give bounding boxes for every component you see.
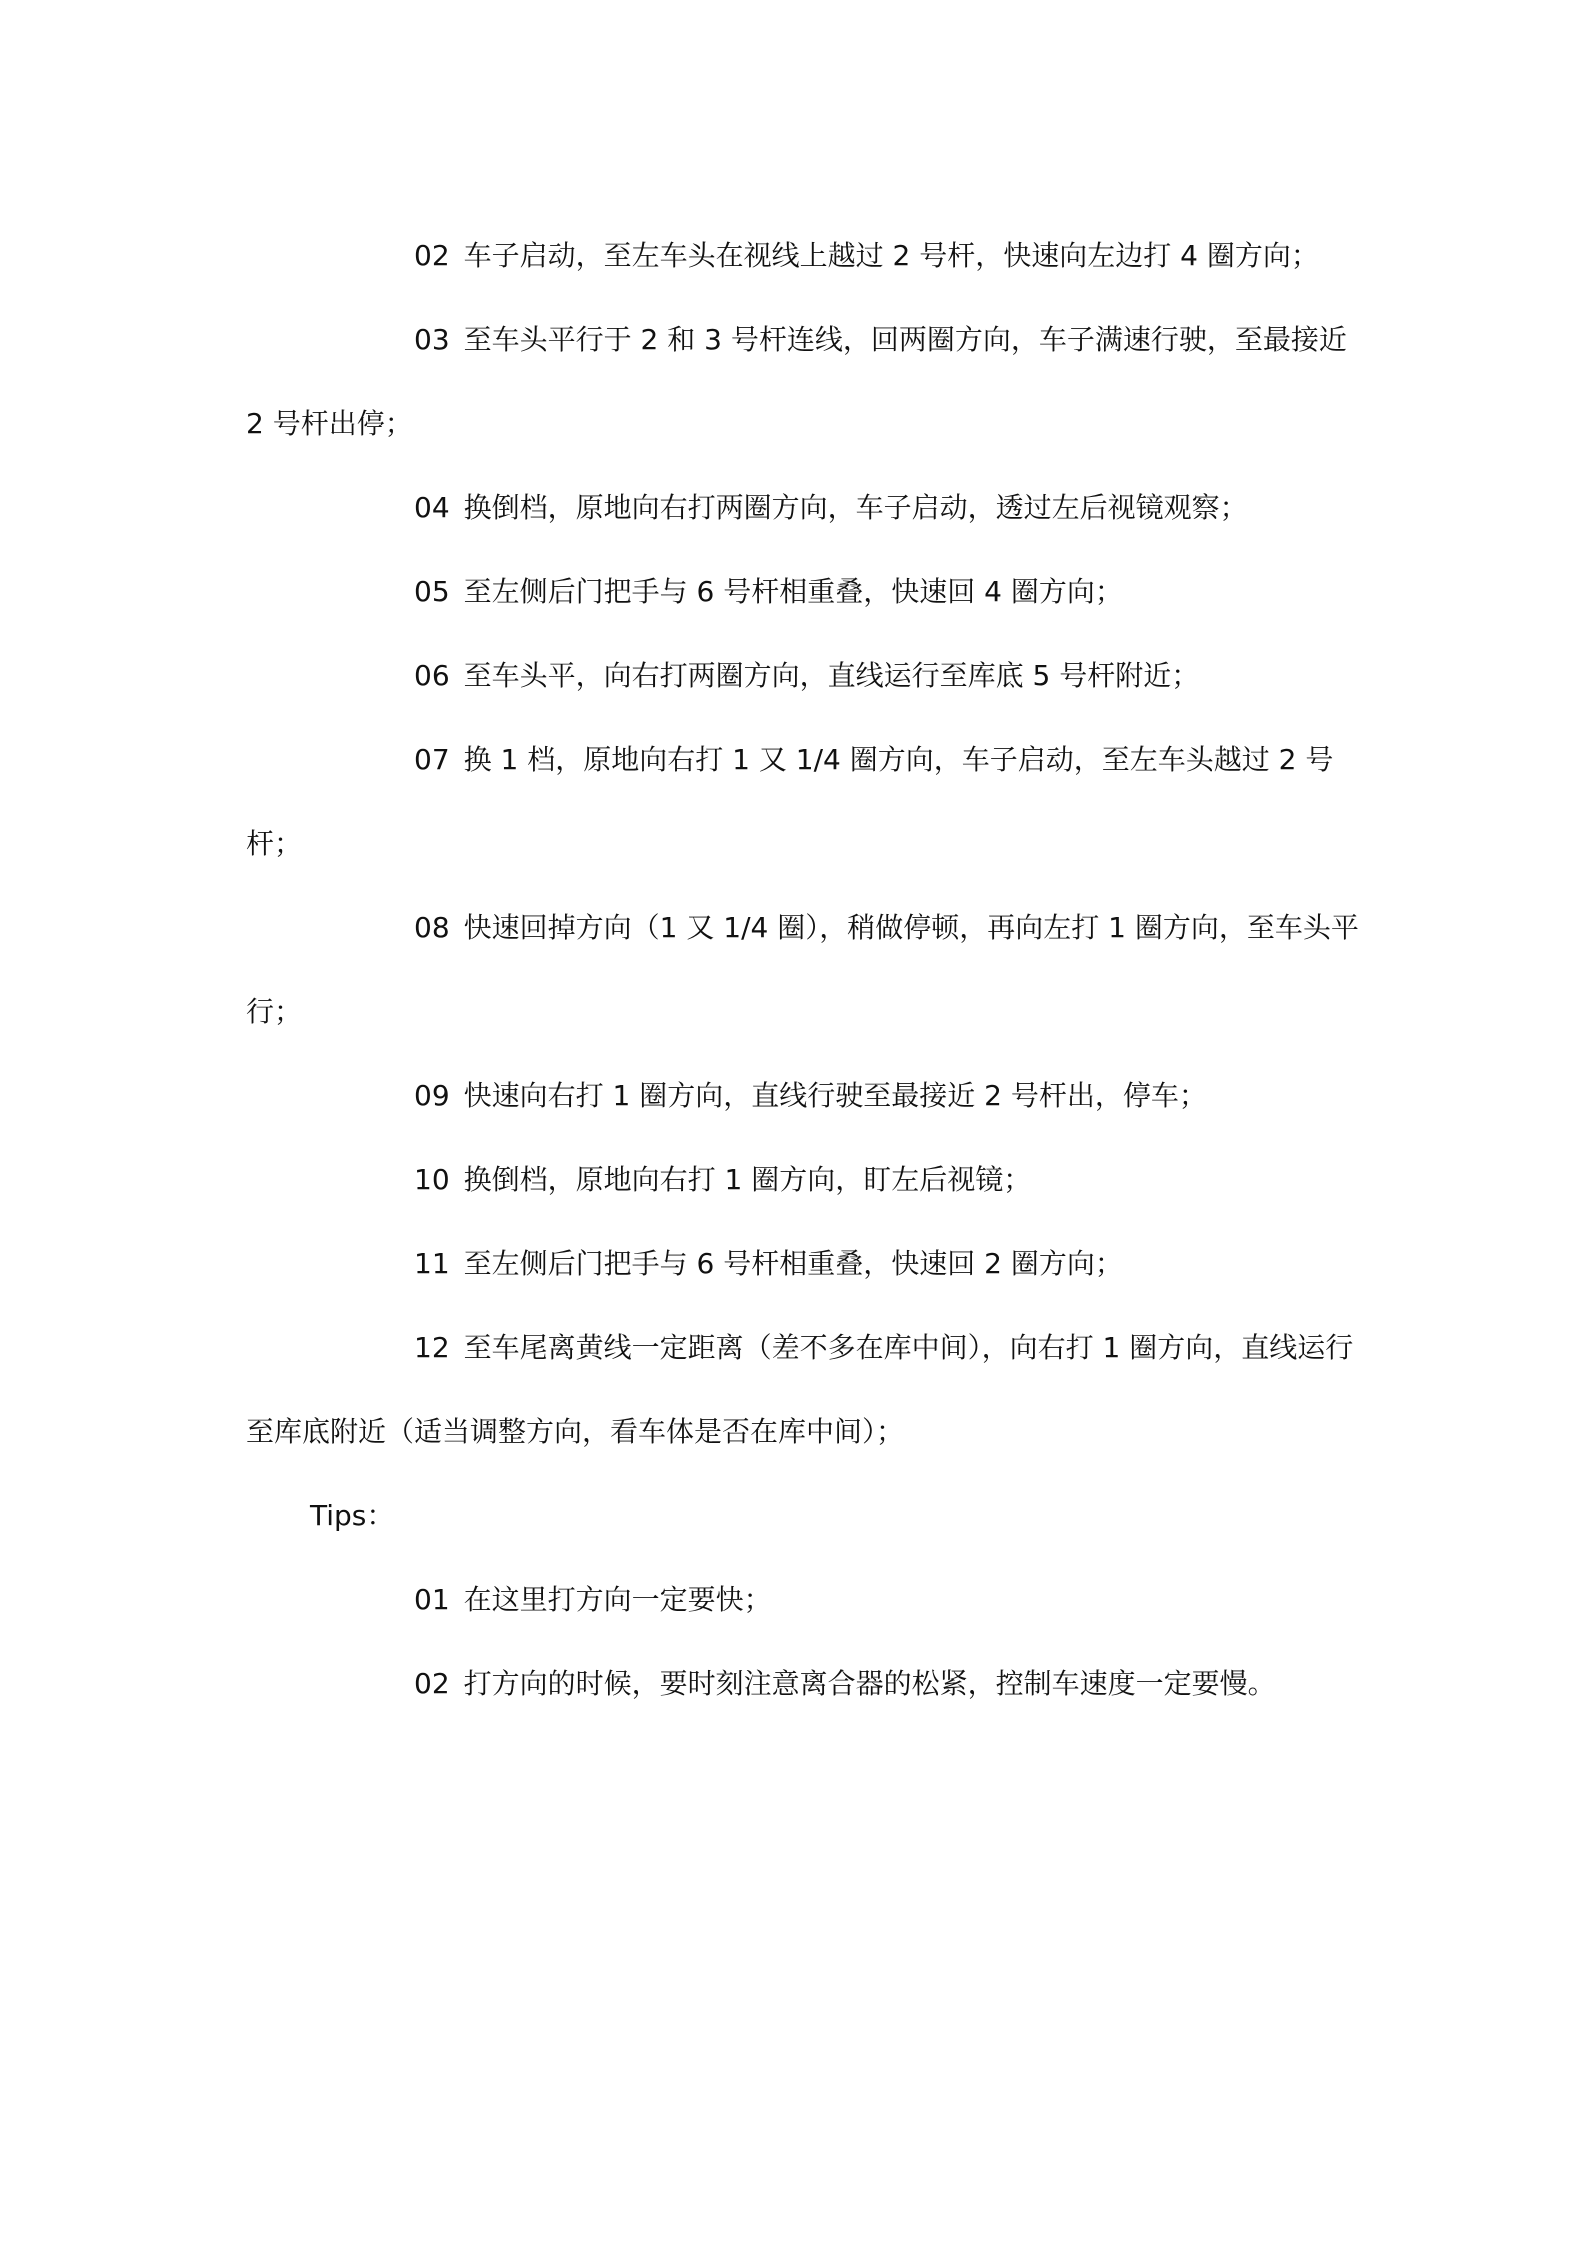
- step-02: [246, 214, 1361, 298]
- step-text: 至左侧后门把手与 6 号杆相重叠，快速回 2 圈方向；: [463, 1247, 1123, 1280]
- step-10: [246, 1138, 1361, 1222]
- tip-01: [246, 1558, 1361, 1642]
- step-number: 03: [414, 323, 450, 356]
- step-number: 09: [414, 1079, 450, 1112]
- step-09: [246, 1054, 1361, 1138]
- step-text: 至车头平行于 2 和 3 号杆连线，回两圈方向，车子满速行驶，至最接近 2 号杆出停；: [246, 323, 1347, 440]
- step-number: 07: [414, 743, 450, 776]
- tip-text: 打方向的时候，要时刻注意离合器的松紧，控制车速度一定要慢。: [463, 1667, 1276, 1700]
- step-number: 08: [414, 911, 450, 944]
- step-number: 12: [414, 1331, 450, 1364]
- step-05: [246, 550, 1361, 634]
- step-04: [246, 466, 1361, 550]
- tip-02: [246, 1642, 1361, 1726]
- tip-number: 01: [414, 1583, 450, 1616]
- step-number: 05: [414, 575, 450, 608]
- step-text: 至车头平，向右打两圈方向，直线运行至库底 5 号杆附近；: [463, 659, 1200, 692]
- tip-number: 02: [414, 1667, 450, 1700]
- step-07: [246, 718, 1361, 886]
- step-text: 换 1 档，原地向右打 1 又 1/4 圈方向，车子启动，至左车头越过 2 号杆；: [246, 743, 1334, 860]
- step-number: 11: [414, 1247, 450, 1280]
- step-08: [246, 886, 1361, 1054]
- step-text: 车子启动，至左车头在视线上越过 2 号杆，快速向左边打 4 圈方向；: [463, 239, 1319, 272]
- step-number: 10: [414, 1163, 450, 1196]
- step-text: 快速向右打 1 圈方向，直线行驶至最接近 2 号杆出，停车；: [463, 1079, 1207, 1112]
- step-number: 06: [414, 659, 450, 692]
- step-text: 换倒档，原地向右打 1 圈方向，盯左后视镜；: [463, 1163, 1032, 1196]
- step-06: [246, 634, 1361, 718]
- step-12: [246, 1306, 1361, 1474]
- step-text: 换倒档，原地向右打两圈方向，车子启动，透过左后视镜观察；: [463, 491, 1248, 524]
- step-text: 快速回掉方向（1 又 1/4 圈），稍做停顿，再向左打 1 圈方向，至车头平行；: [246, 911, 1359, 1028]
- step-text: 至车尾离黄线一定距离（差不多在库中间），向右打 1 圈方向，直线运行至库底附近（适当调整方向，看车体是否在库中间）；: [246, 1331, 1354, 1448]
- document-body: [246, 214, 1361, 1726]
- step-03: [246, 298, 1361, 466]
- step-text: 至左侧后门把手与 6 号杆相重叠，快速回 4 圈方向；: [463, 575, 1123, 608]
- tip-text: 在这里打方向一定要快；: [463, 1583, 772, 1616]
- step-number: 04: [414, 491, 450, 524]
- step-11: [246, 1222, 1361, 1306]
- tips-heading: Tips：: [310, 1499, 395, 1532]
- step-number: 02: [414, 239, 450, 272]
